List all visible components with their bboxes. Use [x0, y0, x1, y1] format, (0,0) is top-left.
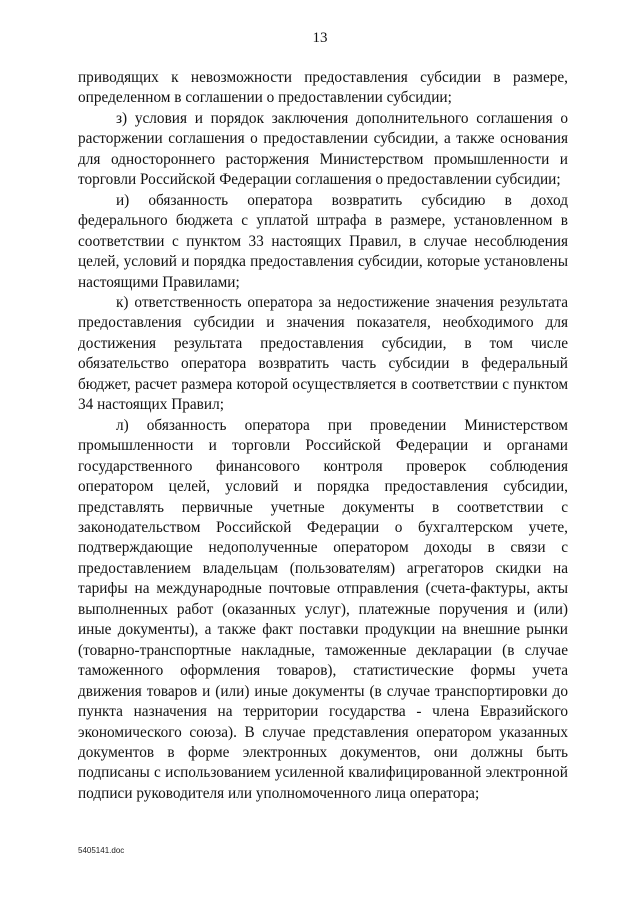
- paragraph-item-l: л) обязанность оператора при проведении Министерством промышленности и торговли Российской Федерации и органами государственного финансового контроля проверок соблюдения оператором целей, условий и порядка предоставления субсидии, представлять первичные учетные документы в соответствии с законодательством Российской Федерации о бухгалтерском учете, подтверждающие недополученные оператором доходы в связи с предоставлением владельцам (пользователям) агрегаторов скидки на тарифы на международные почтовые отправления (счета-фактуры, акты выполненных работ (оказанных услуг), платежные поручения и (или) иные документы), а также факт поставки продукции на внешние рынки (товарно-транспортные накладные, таможенные декларации (в случае таможенного оформления товаров), статистические формы учета движения товаров и (или) иные документы (в случае транспортировки до пункта назначения на территории государства - члена Евразийского экономического союза). В случае представления оператором указанных документов в форме электронных документов, они должны быть подписаны с использованием усиленной квалифицированной электронной подписи руководителя или уполномоченного лица оператора;: [78, 416, 568, 802]
- document-body: [78, 68, 568, 804]
- page-number: 13: [312, 30, 328, 46]
- paragraph-continuation: приводящих к невозможности предоставления субсидии в размере, определенном в соглашении о предоставлении субсидии;: [78, 69, 568, 107]
- footer-filename: 5405141.doc: [78, 846, 125, 855]
- paragraph-item-k: к) ответственность оператора за недостижение значения результата предоставления субсидии и значения показателя, необходимого для достижения результата предоставления субсидии, в том числе обязательство оператора возвратить часть субсидии в федеральный бюджет, расчет размера которой осуществляется в соответствии с пунктом 34 настоящих Правил;: [78, 293, 568, 414]
- paragraph-item-i: и) обязанность оператора возвратить субсидию в доход федерального бюджета с уплатой штрафа в размере, установленном в соответствии с пунктом 33 настоящих Правил, в случае несоблюдения целей, условий и порядка предоставления субсидии, которые установлены настоящими Правилами;: [78, 191, 568, 291]
- paragraph-item-z: з) условия и порядок заключения дополнительного соглашения о расторжении соглашения о предоставлении субсидии, а также основания для одностороннего расторжения Министерством промышленности и торговли Российской Федерации соглашения о предоставлении субсидии;: [78, 109, 568, 189]
